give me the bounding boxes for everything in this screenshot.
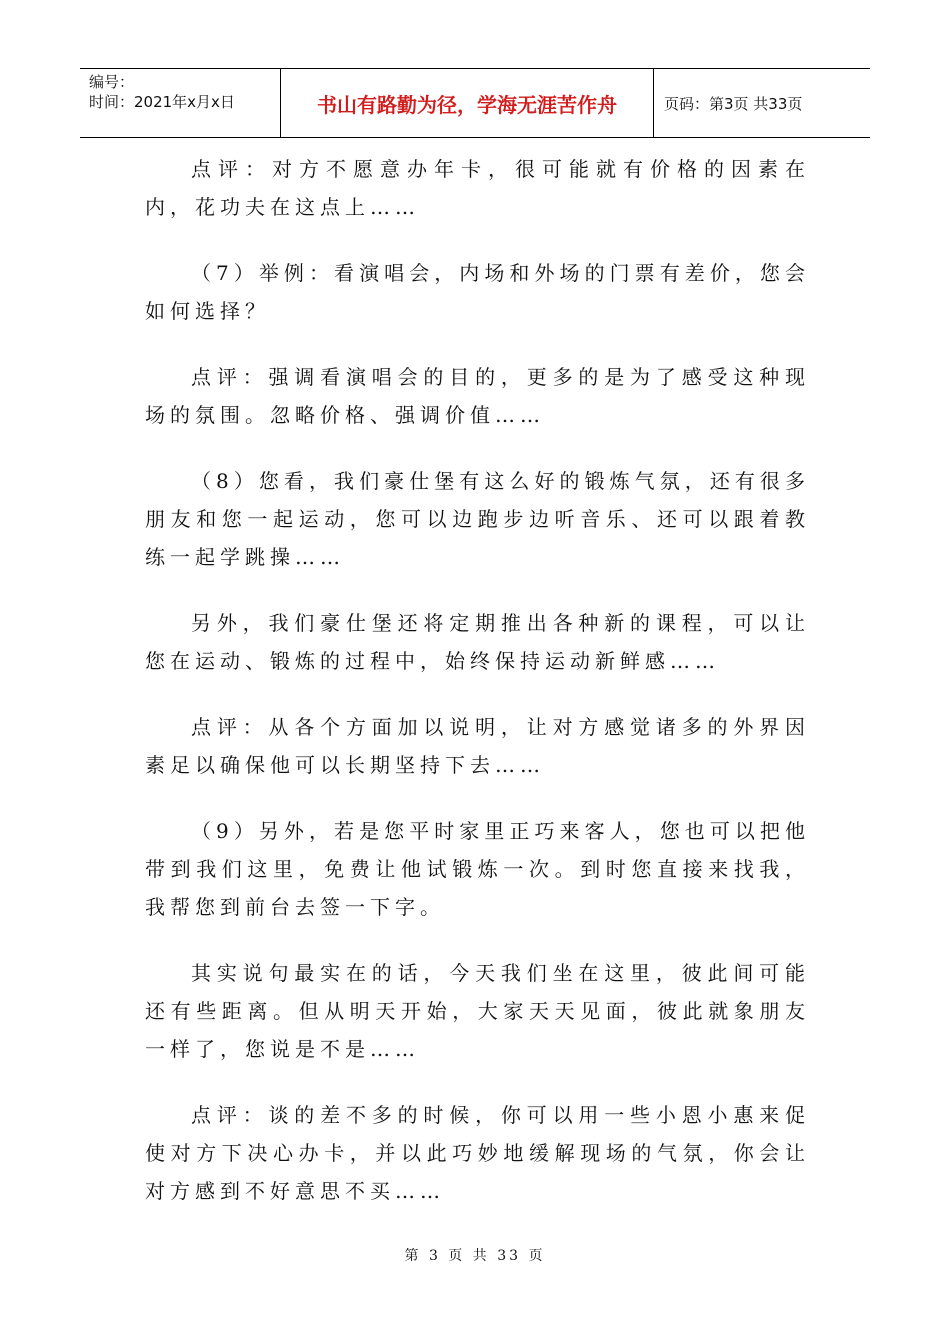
paragraph: （7）举例：看演唱会，内场和外场的门票有差价，您会如何选择？ (145, 261, 810, 323)
paragraph: 点评：对方不愿意办年卡，很可能就有价格的因素在内，花功夫在这点上…… (145, 157, 810, 219)
document-body (145, 150, 810, 1238)
motto-cell (281, 69, 654, 137)
paragraph: 其实说句最实在的话，今天我们坐在这里，彼此间可能还有些距离。但从明天开始，大家天天见面，彼此就象朋友一样了，您说是不是…… (145, 961, 810, 1061)
paragraph: 点评：强调看演唱会的目的，更多的是为了感受这种现场的氛围。忽略价格、强调价值…… (145, 365, 810, 427)
paragraph: （8）您看，我们豪仕堡有这么好的锻炼气氛，还有很多朋友和您一起运动，您可以边跑步边听音乐、还可以跟着教练一起学跳操…… (145, 469, 810, 569)
page-footer (0, 1245, 950, 1265)
number-label: 编号： (89, 73, 135, 91)
page-number-cell (654, 69, 870, 137)
footer-page-number: 第 3 页 共 33 页 (404, 1248, 546, 1264)
header-motto: 书山有路勤为径，学海无涯苦作舟 (317, 92, 617, 117)
header-page-label: 页码：第3页 共33页 (664, 94, 803, 113)
date-label: 时间：2021年x月x日 (89, 93, 235, 111)
paragraph: 另外，我们豪仕堡还将定期推出各种新的课程，可以让您在运动、锻炼的过程中，始终保持运动新鲜感…… (145, 611, 810, 673)
paragraph: （9）另外，若是您平时家里正巧来客人，您也可以把他带到我们这里，免费让他试锻炼一次。到时您直接来找我，我帮您到前台去签一下字。 (145, 819, 810, 919)
document-header (80, 68, 870, 138)
paragraph: 点评：从各个方面加以说明，让对方感觉诸多的外界因素足以确保他可以长期坚持下去…… (145, 715, 810, 777)
header-meta-cell (80, 69, 281, 137)
paragraph: 点评：谈的差不多的时候，你可以用一些小恩小惠来促使对方下决心办卡，并以此巧妙地缓解现场的气氛，你会让对方感到不好意思不买…… (145, 1103, 810, 1203)
